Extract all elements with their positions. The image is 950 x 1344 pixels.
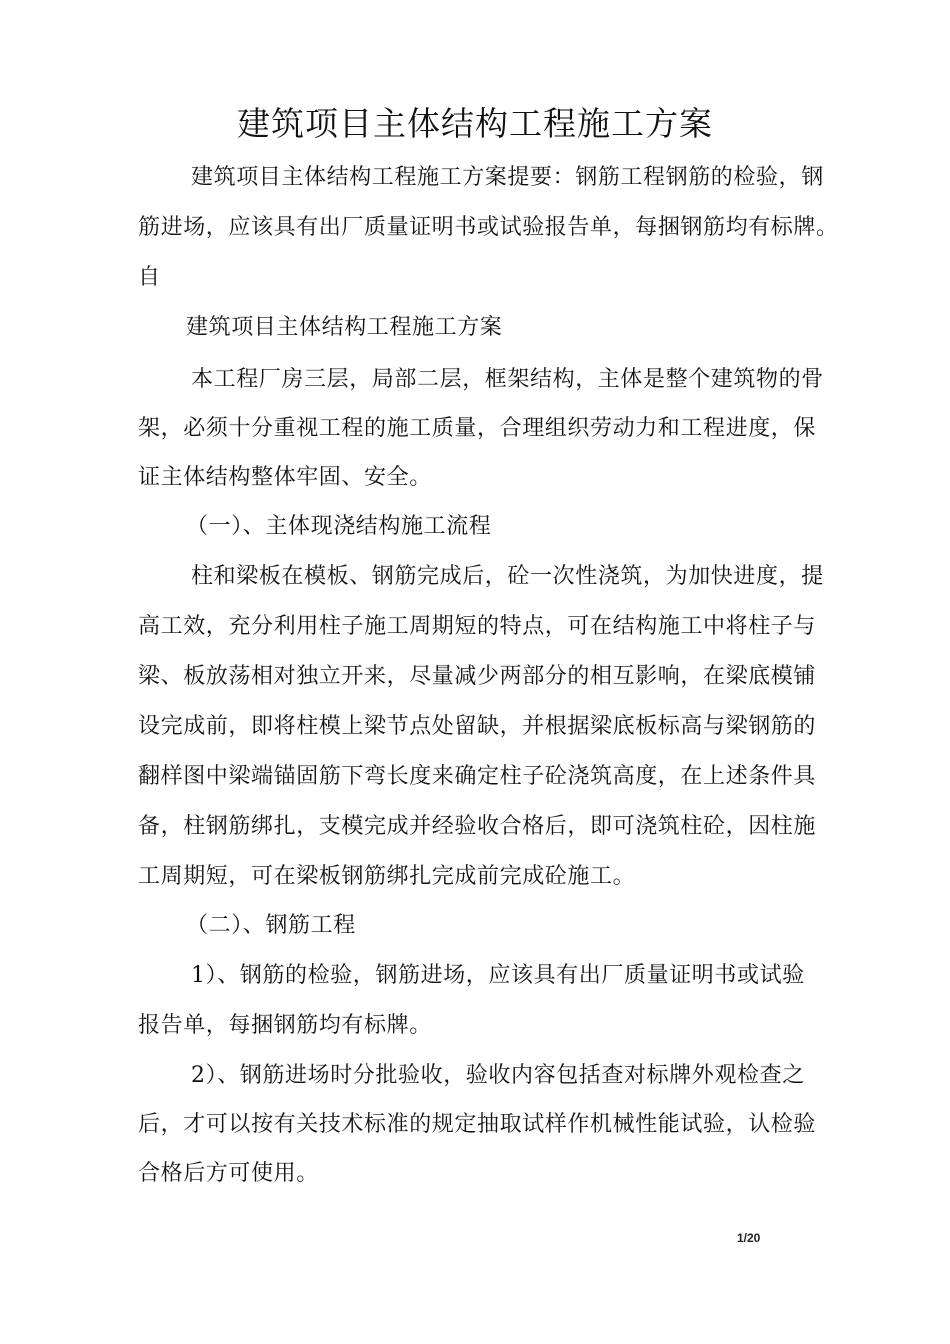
paragraph-line: 筋进场，应该具有出厂质量证明书或试验报告单，每捆钢筋均有标牌。 — [138, 215, 839, 240]
document-title: 建筑项目主体结构工程施工方案 — [237, 104, 713, 143]
paragraph-line: 翻样图中梁端锚固筋下弯长度来确定柱子砼浇筑高度，在上述条件具 — [138, 764, 817, 789]
paragraph-line: 2）、钢筋进场时分批验收，验收内容包括查对标牌外观检查之 — [191, 1063, 805, 1088]
page-number: 1/20 — [737, 1231, 761, 1245]
paragraph-line: 本工程厂房三层，局部二层，框架结构，主体是整个建筑物的骨 — [191, 367, 824, 392]
paragraph-line: 1）、钢筋的检验，钢筋进场，应该具有出厂质量证明书或试验 — [191, 963, 805, 988]
paragraph-line: 设完成前，即将柱模上梁节点处留缺，并根据梁底板标高与梁钢筋的 — [138, 714, 817, 739]
paragraph-line: 后，才可以按有关技术标准的规定抽取试样作机械性能试验，认检验 — [138, 1112, 817, 1137]
paragraph-line: 自 — [138, 265, 161, 290]
paragraph-line: 架，必须十分重视工程的施工质量，合理组织劳动力和工程进度，保 — [138, 416, 817, 441]
paragraph-line: 报告单，每捆钢筋均有标牌。 — [138, 1013, 432, 1038]
section-heading: 建筑项目主体结构工程施工方案 — [186, 315, 503, 340]
paragraph-line: 建筑项目主体结构工程施工方案提要：钢筋工程钢筋的检验，钢 — [191, 165, 824, 190]
paragraph-line: 证主体结构整体牢固、安全。 — [138, 465, 432, 490]
paragraph-line: 合格后方可使用。 — [138, 1161, 319, 1186]
paragraph-line: 工周期短，可在梁板钢筋绑扎完成前完成砼施工。 — [138, 864, 636, 889]
paragraph-line: 柱和梁板在模板、钢筋完成后，砼一次性浇筑，为加快进度，提 — [191, 564, 824, 589]
section-heading: （一）、主体现浇结构施工流程 — [186, 514, 492, 539]
paragraph-line: 备，柱钢筋绑扎，支模完成并经验收合格后，即可浇筑柱砼，因柱施 — [138, 814, 817, 839]
section-heading: （二）、钢筋工程 — [186, 913, 356, 938]
paragraph-line: 高工效，充分利用柱子施工周期短的特点，可在结构施工中将柱子与 — [138, 614, 817, 639]
paragraph-line: 梁、板放荡相对独立开来，尽量减少两部分的相互影响，在梁底模铺 — [138, 664, 817, 689]
